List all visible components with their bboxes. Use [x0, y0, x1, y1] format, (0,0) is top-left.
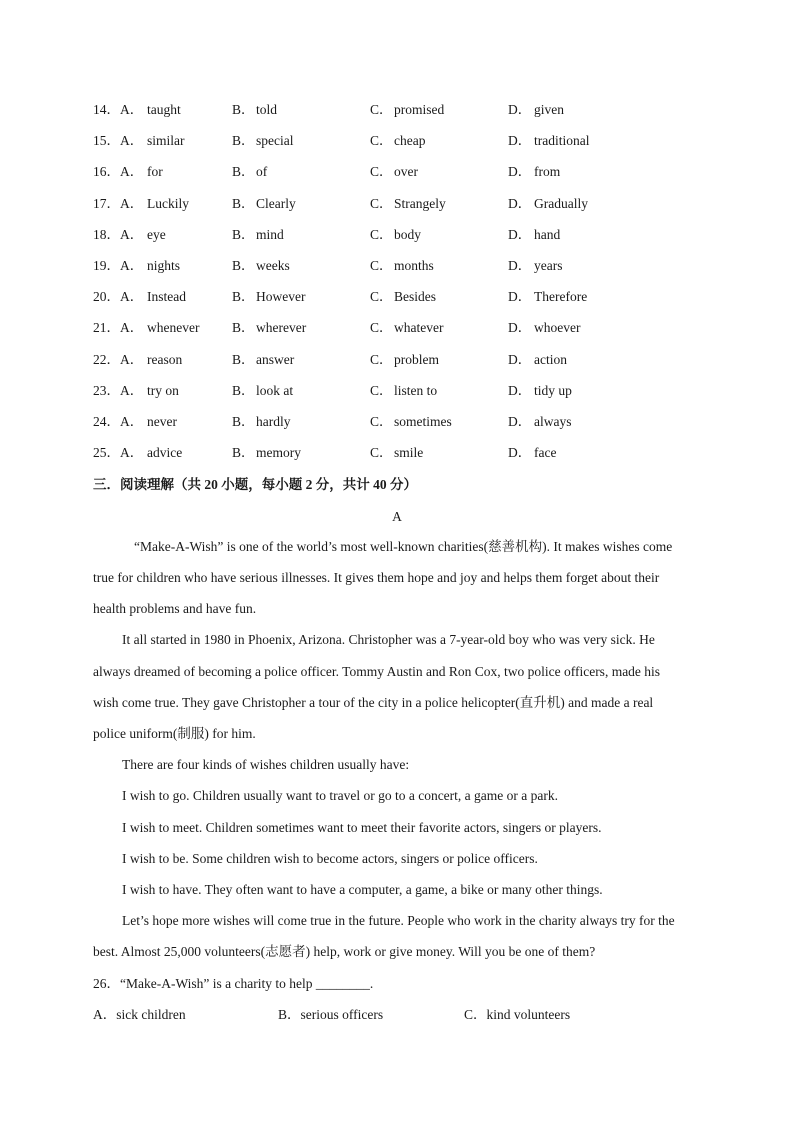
option-a[interactable]: Luckily — [147, 195, 189, 211]
paragraph-line: true for children who have serious illnesses. It gives them hope and joy and helps them forget about their — [93, 570, 660, 585]
option-b-label: B． — [232, 164, 255, 180]
paragraph-5: I wish to meet. Children sometimes want to meet their favorite actors, singers or players. — [122, 820, 602, 835]
paragraph-line: always dreamed of becoming a police officer. Tommy Austin and Ron Cox, two police officers, made his — [93, 664, 661, 679]
option-d-label: D． — [508, 164, 532, 180]
option-c[interactable]: smile — [394, 445, 424, 461]
option-c[interactable]: Strangely — [394, 195, 446, 211]
option-d-label: D． — [508, 351, 532, 367]
question-26-option-c[interactable]: C．kind volunteers — [464, 1007, 571, 1022]
option-c-label: C． — [370, 258, 393, 273]
option-b[interactable]: answer — [256, 351, 295, 367]
option-c-label: C． — [370, 195, 393, 211]
option-d[interactable]: years — [534, 258, 563, 273]
option-a[interactable]: Instead — [147, 289, 186, 305]
option-c-label: C． — [370, 320, 393, 336]
option-b[interactable]: told — [256, 102, 278, 117]
paragraph-3: There are four kinds of wishes children usually have: — [122, 757, 410, 772]
paragraph-6: I wish to be. Some children wish to become actors, singers or police officers. — [122, 851, 538, 866]
question-number: 25．A． — [93, 445, 144, 461]
option-a[interactable]: eye — [147, 226, 166, 242]
question-number: 14．A． — [93, 102, 144, 117]
option-a[interactable]: similar — [147, 133, 185, 149]
option-c-label: C． — [370, 102, 393, 117]
option-c[interactable]: listen to — [394, 382, 438, 398]
option-d[interactable]: from — [534, 164, 561, 180]
option-d[interactable]: given — [534, 102, 564, 117]
option-c[interactable]: problem — [394, 351, 439, 367]
option-d-label: D． — [508, 414, 532, 429]
option-a[interactable]: for — [147, 164, 163, 180]
option-c[interactable]: whatever — [394, 320, 444, 336]
option-c[interactable]: body — [394, 226, 421, 242]
question-26-stem: 26．“Make-A-Wish” is a charity to help ________. — [93, 976, 374, 991]
option-b-label: B． — [232, 320, 255, 336]
option-a[interactable]: whenever — [147, 320, 200, 336]
option-d-label: D． — [508, 102, 532, 117]
option-b[interactable]: special — [256, 133, 294, 149]
option-d-label: D． — [508, 320, 532, 336]
paragraph-line: “Make-A-Wish” is one of the world’s most well-known charities(慈善机构). It makes wishes come — [134, 539, 673, 554]
option-b-label: B． — [232, 226, 255, 242]
option-c[interactable]: sometimes — [394, 414, 452, 429]
paragraph-line: It all started in 1980 in Phoenix, Arizona. Christopher was a 7-year-old boy who was very sick. He — [122, 632, 655, 647]
question-number: 22．A． — [93, 351, 144, 367]
option-d[interactable]: Therefore — [534, 289, 588, 305]
option-b[interactable]: memory — [256, 445, 301, 461]
option-b[interactable]: look at — [256, 382, 294, 398]
passage-title: A — [392, 509, 402, 524]
paragraph-line: best. Almost 25,000 volunteers(志愿者) help, work or give money. Will you be one of them? — [93, 944, 596, 959]
option-b[interactable]: weeks — [256, 258, 290, 273]
option-b[interactable]: of — [256, 164, 268, 180]
option-c-label: C． — [370, 164, 393, 180]
paragraph-line: Let’s hope more wishes will come true in the future. People who work in the charity always try for the — [122, 913, 675, 928]
question-number: 19．A． — [93, 258, 144, 273]
option-c[interactable]: promised — [394, 102, 445, 117]
option-d-label: D． — [508, 289, 532, 305]
option-b-label: B． — [232, 133, 255, 149]
option-d[interactable]: whoever — [534, 320, 581, 336]
option-c[interactable]: over — [394, 164, 418, 180]
paragraph-line: wish come true. They gave Christopher a tour of the city in a police helicopter(直升机) and made a real — [93, 695, 654, 710]
question-number: 21．A． — [93, 320, 144, 336]
option-b[interactable]: However — [256, 289, 306, 305]
option-a[interactable]: never — [147, 414, 177, 429]
option-a[interactable]: try on — [147, 382, 179, 398]
option-a[interactable]: nights — [147, 258, 181, 273]
option-d-label: D． — [508, 445, 532, 461]
option-c[interactable]: cheap — [394, 133, 426, 149]
option-b[interactable]: hardly — [256, 414, 291, 429]
option-c-label: C． — [370, 133, 393, 149]
option-b-label: B． — [232, 195, 255, 211]
option-d-label: D． — [508, 258, 532, 273]
question-26-option-a[interactable]: A．sick children — [93, 1007, 186, 1022]
option-b-label: B． — [232, 102, 255, 117]
option-a[interactable]: taught — [147, 102, 181, 117]
paragraph-line: police uniform(制服) for him. — [93, 726, 256, 741]
question-number: 17．A． — [93, 195, 144, 211]
option-d[interactable]: face — [534, 445, 557, 461]
option-b[interactable]: Clearly — [256, 195, 296, 211]
option-a[interactable]: advice — [147, 445, 183, 461]
question-number: 24．A． — [93, 414, 144, 429]
option-b-label: B． — [232, 258, 255, 273]
option-d[interactable]: always — [534, 414, 572, 429]
option-c-label: C． — [370, 445, 393, 461]
option-d-label: D． — [508, 382, 532, 398]
option-c-label: C． — [370, 289, 393, 305]
question-26-option-b[interactable]: B．serious officers — [278, 1007, 384, 1022]
option-d[interactable]: traditional — [534, 133, 590, 149]
option-b-label: B． — [232, 289, 255, 305]
question-number: 20．A． — [93, 289, 144, 305]
option-b[interactable]: wherever — [256, 320, 307, 336]
option-d[interactable]: Gradually — [534, 195, 588, 211]
option-b-label: B． — [232, 351, 255, 367]
paragraph-line: health problems and have fun. — [93, 601, 257, 616]
option-d[interactable]: action — [534, 351, 567, 367]
option-c-label: C． — [370, 351, 393, 367]
question-number: 18．A． — [93, 226, 144, 242]
question-number: 15．A． — [93, 133, 144, 149]
option-d-label: D． — [508, 226, 532, 242]
question-number: 16．A． — [93, 164, 144, 180]
option-d-label: D． — [508, 195, 532, 211]
option-b-label: B． — [232, 414, 255, 429]
option-d[interactable]: hand — [534, 226, 561, 242]
section-heading: 三．阅读理解（共 20 小题，每小题 2 分，共计 40 分） — [93, 477, 417, 492]
option-c[interactable]: months — [394, 258, 434, 273]
option-b[interactable]: mind — [256, 226, 284, 242]
option-c-label: C． — [370, 226, 393, 242]
option-b-label: B． — [232, 382, 255, 398]
question-number: 23．A． — [93, 382, 144, 398]
option-c[interactable]: Besides — [394, 289, 436, 305]
option-d-label: D． — [508, 133, 532, 149]
option-b-label: B． — [232, 445, 255, 461]
option-c-label: C． — [370, 382, 393, 398]
option-d[interactable]: tidy up — [534, 382, 572, 398]
option-a[interactable]: reason — [147, 351, 183, 367]
paragraph-7: I wish to have. They often want to have a computer, a game, a bike or many other things. — [122, 882, 603, 897]
option-c-label: C． — [370, 414, 393, 429]
paragraph-4: I wish to go. Children usually want to travel or go to a concert, a game or a park. — [122, 788, 559, 803]
